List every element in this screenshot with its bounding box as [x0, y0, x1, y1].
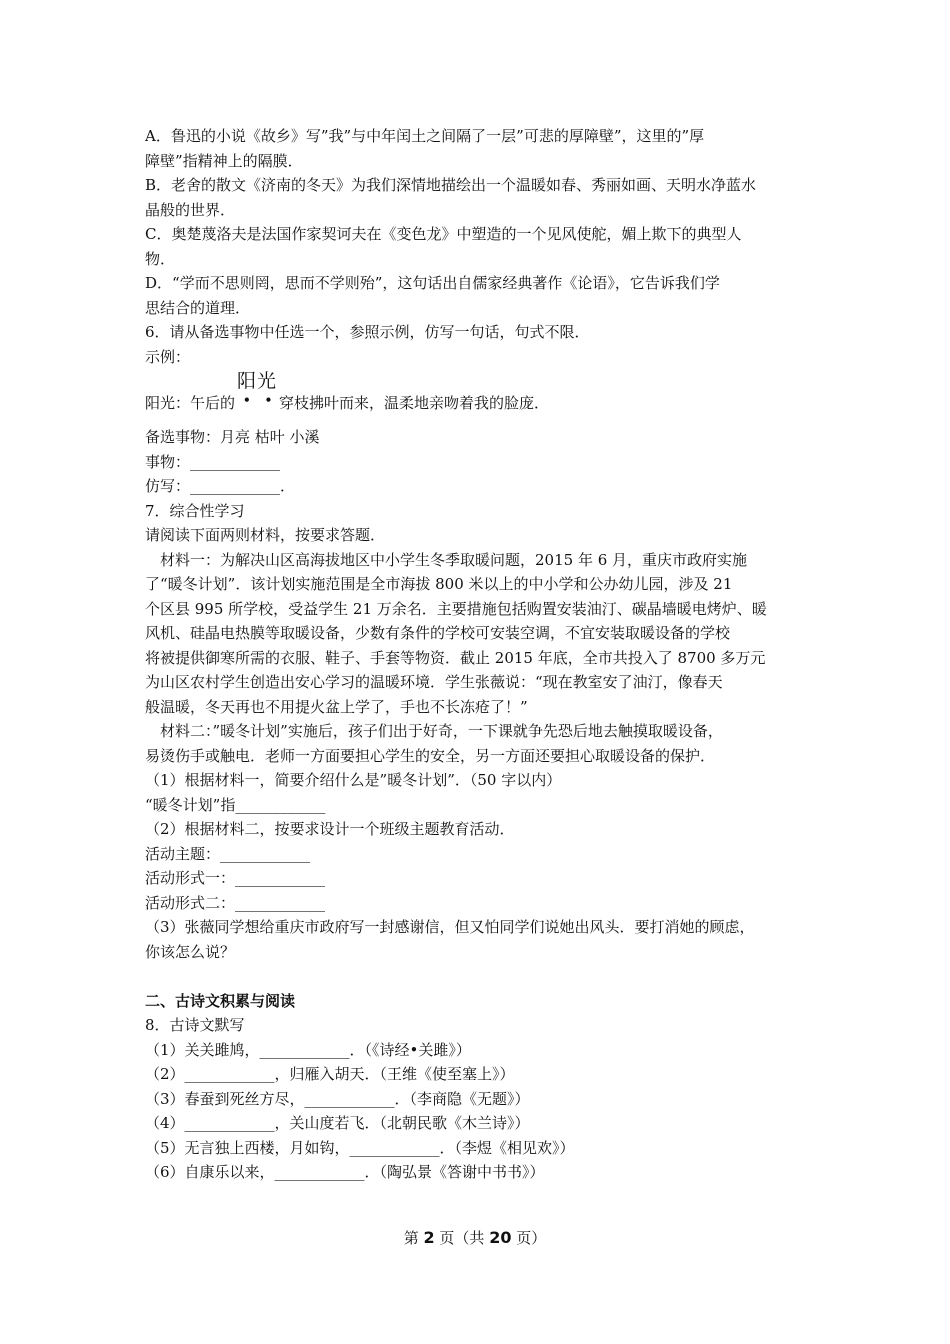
q7-form-1: [145, 866, 815, 891]
item-post: ，归雁入胡天．（王维《使至塞上》）: [274, 1065, 515, 1083]
spacer: [145, 964, 815, 989]
option-text: 思结合的道理．: [145, 298, 251, 317]
material-line: 材料二：”暖冬计划”实施后，孩子们出于好奇，一下课就争先恐后地去触摸取暖设备，: [160, 722, 723, 740]
page-footer: [0, 1226, 950, 1251]
footer-pre: 第: [403, 1229, 424, 1247]
q7-title: 7．综合性学习: [145, 501, 245, 520]
imitate-label: 仿写：: [145, 477, 191, 495]
item-pre: （3）春蚕到死丝方尽，: [145, 1089, 305, 1108]
q6-example: [145, 369, 815, 425]
page-number: 2: [423, 1228, 435, 1247]
item-pre: （5）无言独上西楼，月如钩，: [145, 1138, 350, 1157]
item-pre: （1）关关雎鸠，: [145, 1040, 260, 1059]
q7-sub2: （2）根据材料二，按要求设计一个班级主题教育活动．: [145, 820, 515, 838]
q6-example-sentence: [145, 369, 550, 416]
imitate-answer-blank[interactable]: ____________: [190, 477, 281, 495]
example-suffix: 穿枝拂叶而来，温柔地亲吻着我的脸庞．: [279, 394, 550, 412]
item-pre: （6）自康乐以来，: [145, 1163, 275, 1181]
page-content: [145, 124, 815, 1185]
item-label: 事物：: [145, 452, 191, 471]
item-pre: （4）: [145, 1114, 185, 1132]
material-line: 了“暖冬计划”．该计划实施范围是全市海拔 800 米以上的中小学和公办幼儿园，涉及 21: [145, 575, 733, 593]
q7-form-2: [145, 891, 815, 916]
material-line: 般温暖，冬天再也不用提火盆上学了，手也不长冻疮了！”: [145, 697, 528, 716]
example-prefix: 阳光：午后的: [145, 394, 236, 412]
q5-option-a: [145, 124, 815, 173]
material-line: 将被提供御寒所需的衣服、鞋子、手套等物资．截止 2015 年底，全市共投入了 8700 多万元: [145, 648, 766, 667]
theme-label: 活动主题：: [145, 844, 221, 863]
item-post: ．（李商隐《无题》）: [394, 1089, 530, 1108]
q5-option-d: [145, 271, 815, 320]
total-pages: 20: [489, 1228, 512, 1247]
item-blank[interactable]: ____________: [349, 1138, 440, 1157]
q7-material-1: [145, 548, 815, 720]
section-title: 二、古诗文积累与阅读: [145, 991, 296, 1010]
q7-instruction: 请阅读下面两则材料，按要求答题．: [145, 526, 386, 544]
item-answer-blank[interactable]: ____________: [190, 452, 281, 471]
option-text: 晶般的世界．: [145, 200, 236, 219]
material-line: 为山区农村学生创造出安心学习的温暖环境．学生张薇说：“现在教室安了油汀，像春天: [145, 673, 723, 691]
q8-item: [145, 1136, 815, 1161]
item-blank[interactable]: ____________: [304, 1089, 395, 1108]
form2-label: 活动形式二：: [145, 893, 236, 912]
q5-option-c: [145, 222, 815, 271]
form1-blank[interactable]: ____________: [235, 869, 326, 887]
material-line: 个区县 995 所学校，受益学生 21 万余名．主要措施包括购置安装油汀、碳晶墙暖电烤炉、暖: [145, 599, 767, 618]
item-post: ．（《诗经•关雎》）: [349, 1040, 471, 1059]
answer-prefix: “暖冬计划”指: [145, 795, 236, 814]
form1-label: 活动形式一：: [145, 869, 236, 887]
q7-sub1: （1）根据材料一，简要介绍什么是”暖冬计划”．（50 字以内）: [145, 771, 562, 789]
q5-option-b: [145, 173, 815, 222]
form2-blank[interactable]: ____________: [235, 893, 326, 912]
q6-item-line: [145, 450, 815, 475]
footer-mid: 页（共: [434, 1229, 490, 1247]
item-blank[interactable]: ____________: [274, 1163, 365, 1181]
q7-sub1-answer: [145, 793, 815, 818]
q7-sub3: （3）张薇同学想给重庆市政府写一封感谢信，但又怕同学们说她出风头．要打消她的顾虑，: [145, 918, 755, 936]
answer-blank[interactable]: ____________: [235, 795, 326, 814]
q7-sub3: 你该怎么说？: [145, 942, 236, 961]
emphasis-dots: ••: [243, 392, 287, 407]
q8-item: [145, 1160, 815, 1185]
option-text: A．鲁迅的小说《故乡》写”我”与中年闰土之间隔了一层”可悲的厚障壁”，这里的”厚: [145, 127, 705, 145]
option-text: 物．: [145, 249, 176, 268]
q8-item: [145, 1038, 815, 1063]
imitate-end: ．: [280, 477, 296, 495]
q6-title: 6．请从备选事物中任选一个，参照示例，仿写一句话，句式不限．: [145, 323, 590, 341]
item-blank[interactable]: ____________: [184, 1114, 275, 1132]
theme-blank[interactable]: ____________: [220, 844, 311, 863]
item-blank[interactable]: ____________: [259, 1040, 350, 1059]
emphasized-word-text: 阳光: [237, 369, 278, 392]
q6-example-label: 示例：: [145, 347, 191, 366]
material-line: 风机、硅晶电热膜等取暖设备，少数有条件的学校可安装空调，不宜安装取暖设备的学校: [145, 624, 731, 642]
q8-item: [145, 1062, 815, 1087]
emphasized-word: [235, 369, 287, 416]
item-post: ．（陶弘景《答谢中书书》）: [364, 1163, 545, 1181]
q7-material-2: [145, 719, 815, 768]
q8-title: 8．古诗文默写: [145, 1016, 245, 1034]
option-text: B．老舍的散文《济南的冬天》为我们深情地描绘出一个温暖如春、秀丽如画、天明水净蓝水: [145, 176, 757, 194]
item-pre: （2）: [145, 1065, 185, 1083]
option-text: D．“学而不思则罔，思而不学则殆”，这句话出自儒家经典著作《论语》，它告诉我们学: [145, 274, 720, 292]
q8-item: [145, 1111, 815, 1136]
item-post: ，关山度若飞．（北朝民歌《木兰诗》）: [274, 1114, 530, 1132]
option-text: C．奥楚蔑洛夫是法国作家契诃夫在《变色龙》中塑造的一个见风使舵，媚上欺下的典型人: [145, 225, 742, 243]
footer-post: 页）: [511, 1229, 547, 1247]
q7-theme: [145, 842, 815, 867]
q6-candidates: 备选事物：月亮 枯叶 小溪: [145, 428, 320, 446]
material-line: 易烫伤手或触电．老师一方面要担心学生的安全，另一方面还要担心取暖设备的保护．: [145, 746, 716, 765]
item-blank[interactable]: ____________: [184, 1065, 275, 1083]
material-line: 材料一：为解决山区高海拔地区中小学生冬季取暖问题，2015 年 6 月，重庆市政府实施: [160, 550, 748, 569]
item-post: ．（李煜《相见欢》）: [439, 1138, 575, 1157]
option-text: 障壁”指精神上的隔膜．: [145, 151, 303, 170]
q6-imitate-line: [145, 474, 815, 499]
q8-item: [145, 1087, 815, 1112]
